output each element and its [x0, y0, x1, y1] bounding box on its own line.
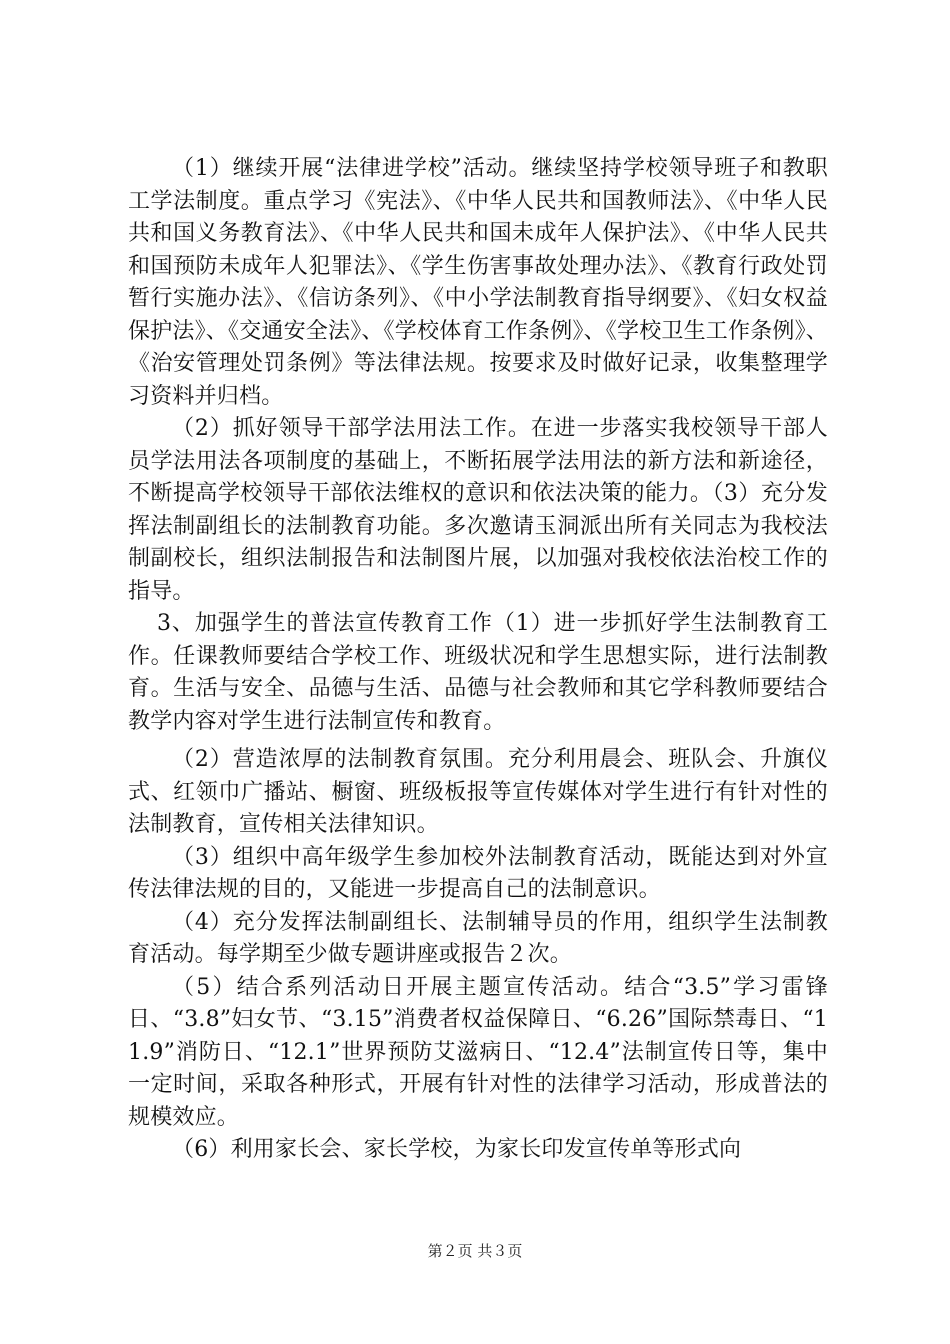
paragraph-law-counselor: （4）充分发挥法制副组长、法制辅导员的作用，组织学生法制教育活动。每学期至少做专题讲座或报告２次。 — [128, 909, 828, 967]
paragraph-law-atmosphere: （2）营造浓厚的法制教育氛围。充分利用晨会、班队会、升旗仪式、红领巾广播站、橱窗、班级板报等宣传媒体对学生进行有针对性的法制教育，宣传相关法律知识。 — [128, 747, 828, 837]
document-body — [128, 153, 828, 1167]
paragraph-outside-activities: （3）组织中高年级学生参加校外法制教育活动，既能达到对外宣传法律法规的目的，又能进一步提高自己的法制意识。 — [128, 844, 828, 902]
paragraph-student-law-education: 3、加强学生的普法宣传教育工作（1）进一步抓好学生法制教育工作。任课教师要结合学校工作、班级状况和学生思想实际，进行法制教育。生活与安全、品德与生活、品德与社会教师和其它学科教师要结合教学内容对学生进行法制宣传和教育。 — [128, 611, 828, 734]
paragraph-parent-meeting: （6）利用家长会、家长学校，为家长印发宣传单等形式向 — [172, 1137, 742, 1162]
paragraph-law-into-school: （1）继续开展“法律进学校”活动。继续坚持学校领导班子和教职工学法制度。重点学习《宪法》、《中华人民共和国教师法》、《中华人民共和国义务教育法》、《中华人民共和国未成年人保护法》、《中华人民共和国预防未成年人犯罪法》、《学生伤害事故处理办法》、《教育行政处罚暂行实施办法》、《信访条列》、《中小学法制教育指导纲要》、《妇女权益保护法》、《交通安全法》、《学校体育工作条例》、《学校卫生工作条例》、《治安管理处罚条例》等法律法规。按要求及时做好记录，收集整理学习资料并归档。 — [128, 156, 829, 409]
paragraph-theme-days: （5）结合系列活动日开展主题宣传活动。结合“3.5”学习雷锋日、“3.8”妇女节、“3.15”消费者权益保障日、“6.26”国际禁毒日、“11.9”消防日、“12.1”世界预防艾滋病日、“12.4”法制宣传日等，集中一定时间，采取各种形式，开展有针对性的法律学习活动，形成普法的规模效应。 — [128, 974, 828, 1130]
page-number-footer: 第２页 共３页 — [427, 1242, 523, 1260]
paragraph-leader-law-study: （2）抓好领导干部学法用法工作。在进一步落实我校领导干部人员学法用法各项制度的基础上，不断拓展学法用法的新方法和新途径，不断提高学校领导干部依法维权的意识和依法决策的能力。（3）充分发挥法制副组长的法制教育功能。多次邀请玉洞派出所有关同志为我校法制副校长，组织法制报告和法制图片展，以加强对我校依法治校工作的指导。 — [128, 416, 828, 604]
